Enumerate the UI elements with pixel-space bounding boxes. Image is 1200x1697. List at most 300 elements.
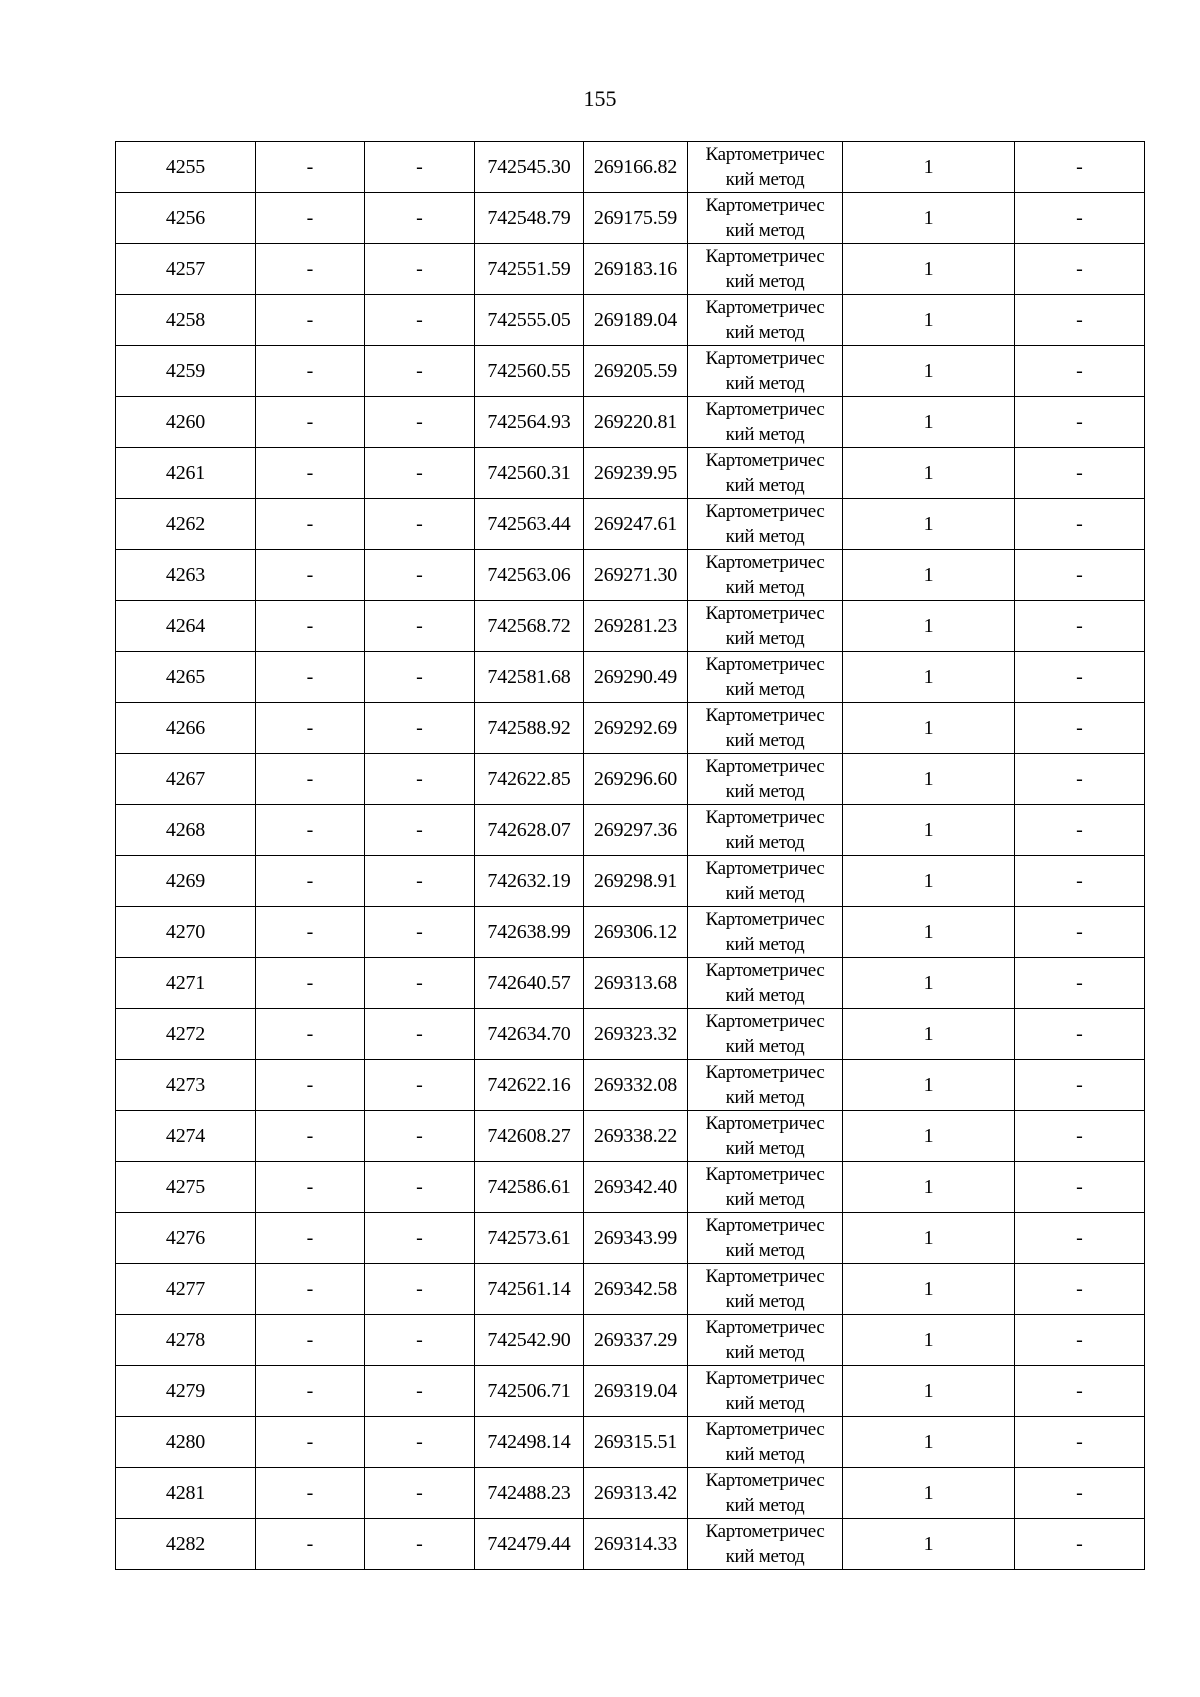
table-row xyxy=(116,1009,1145,1060)
table-row xyxy=(116,244,1145,295)
empty-dash-cell: - xyxy=(365,1213,475,1264)
accuracy-cell: 1 xyxy=(843,397,1015,448)
method-cell xyxy=(688,1213,843,1264)
y-coordinate-cell: 269290.49 xyxy=(584,652,688,703)
y-coordinate-cell: 269220.81 xyxy=(584,397,688,448)
table-row xyxy=(116,754,1145,805)
table-row xyxy=(116,499,1145,550)
y-coordinate-cell: 269281.23 xyxy=(584,601,688,652)
method-cell xyxy=(688,397,843,448)
y-coordinate-cell: 269189.04 xyxy=(584,295,688,346)
x-coordinate-cell: 742561.14 xyxy=(475,1264,584,1315)
y-coordinate-cell: 269338.22 xyxy=(584,1111,688,1162)
table-row xyxy=(116,550,1145,601)
method-cell xyxy=(688,193,843,244)
accuracy-cell: 1 xyxy=(843,652,1015,703)
method-line-1: Картометричес xyxy=(705,807,825,828)
x-coordinate-cell: 742588.92 xyxy=(475,703,584,754)
x-coordinate-cell: 742586.61 xyxy=(475,1162,584,1213)
method-line-1: Картометричес xyxy=(705,195,825,216)
x-coordinate-cell: 742640.57 xyxy=(475,958,584,1009)
empty-dash-cell: - xyxy=(256,244,365,295)
accuracy-cell: 1 xyxy=(843,142,1015,193)
x-coordinate-cell: 742545.30 xyxy=(475,142,584,193)
method-line-2: кий метод xyxy=(725,934,805,955)
empty-dash-cell: - xyxy=(1015,448,1145,499)
point-number-cell: 4269 xyxy=(116,856,256,907)
empty-dash-cell: - xyxy=(256,346,365,397)
empty-dash-cell: - xyxy=(365,805,475,856)
empty-dash-cell: - xyxy=(365,1366,475,1417)
empty-dash-cell: - xyxy=(365,1468,475,1519)
method-cell xyxy=(688,295,843,346)
x-coordinate-cell: 742506.71 xyxy=(475,1366,584,1417)
x-coordinate-cell: 742555.05 xyxy=(475,295,584,346)
x-coordinate-cell: 742560.31 xyxy=(475,448,584,499)
empty-dash-cell: - xyxy=(365,193,475,244)
point-number-cell: 4270 xyxy=(116,907,256,958)
table-row xyxy=(116,1366,1145,1417)
empty-dash-cell: - xyxy=(256,754,365,805)
method-cell xyxy=(688,652,843,703)
table-row xyxy=(116,1315,1145,1366)
method-line-2: кий метод xyxy=(725,730,805,751)
method-line-1: Картометричес xyxy=(705,450,825,471)
method-cell xyxy=(688,805,843,856)
empty-dash-cell: - xyxy=(1015,550,1145,601)
accuracy-cell: 1 xyxy=(843,1111,1015,1162)
point-number-cell: 4267 xyxy=(116,754,256,805)
method-line-1: Картометричес xyxy=(705,1419,825,1440)
accuracy-cell: 1 xyxy=(843,703,1015,754)
empty-dash-cell: - xyxy=(256,1060,365,1111)
table-row xyxy=(116,448,1145,499)
y-coordinate-cell: 269297.36 xyxy=(584,805,688,856)
accuracy-cell: 1 xyxy=(843,1162,1015,1213)
method-line-1: Картометричес xyxy=(705,1470,825,1491)
method-line-2: кий метод xyxy=(725,1087,805,1108)
x-coordinate-cell: 742632.19 xyxy=(475,856,584,907)
method-line-2: кий метод xyxy=(725,1393,805,1414)
y-coordinate-cell: 269313.42 xyxy=(584,1468,688,1519)
method-line-2: кий метод xyxy=(725,526,805,547)
method-cell xyxy=(688,1111,843,1162)
empty-dash-cell: - xyxy=(365,958,475,1009)
method-line-1: Картометричес xyxy=(705,756,825,777)
empty-dash-cell: - xyxy=(365,601,475,652)
x-coordinate-cell: 742608.27 xyxy=(475,1111,584,1162)
point-number-cell: 4276 xyxy=(116,1213,256,1264)
method-cell xyxy=(688,754,843,805)
coordinates-table xyxy=(115,141,1145,1570)
method-cell xyxy=(688,856,843,907)
method-cell xyxy=(688,1264,843,1315)
table-row xyxy=(116,1264,1145,1315)
method-line-1: Картометричес xyxy=(705,1215,825,1236)
method-line-2: кий метод xyxy=(725,781,805,802)
x-coordinate-cell: 742488.23 xyxy=(475,1468,584,1519)
method-line-2: кий метод xyxy=(725,475,805,496)
x-coordinate-cell: 742568.72 xyxy=(475,601,584,652)
empty-dash-cell: - xyxy=(1015,346,1145,397)
x-coordinate-cell: 742634.70 xyxy=(475,1009,584,1060)
x-coordinate-cell: 742622.16 xyxy=(475,1060,584,1111)
y-coordinate-cell: 269323.32 xyxy=(584,1009,688,1060)
table-row xyxy=(116,703,1145,754)
empty-dash-cell: - xyxy=(1015,1060,1145,1111)
empty-dash-cell: - xyxy=(1015,244,1145,295)
method-line-2: кий метод xyxy=(725,1240,805,1261)
method-line-1: Картометричес xyxy=(705,144,825,165)
y-coordinate-cell: 269342.58 xyxy=(584,1264,688,1315)
point-number-cell: 4281 xyxy=(116,1468,256,1519)
empty-dash-cell: - xyxy=(365,1264,475,1315)
table-row xyxy=(116,601,1145,652)
point-number-cell: 4264 xyxy=(116,601,256,652)
y-coordinate-cell: 269298.91 xyxy=(584,856,688,907)
empty-dash-cell: - xyxy=(1015,295,1145,346)
x-coordinate-cell: 742622.85 xyxy=(475,754,584,805)
point-number-cell: 4255 xyxy=(116,142,256,193)
x-coordinate-cell: 742542.90 xyxy=(475,1315,584,1366)
empty-dash-cell: - xyxy=(1015,193,1145,244)
table-row xyxy=(116,1213,1145,1264)
method-line-1: Картометричес xyxy=(705,501,825,522)
empty-dash-cell: - xyxy=(256,1264,365,1315)
method-line-2: кий метод xyxy=(725,832,805,853)
table-row xyxy=(116,1111,1145,1162)
y-coordinate-cell: 269166.82 xyxy=(584,142,688,193)
empty-dash-cell: - xyxy=(1015,499,1145,550)
point-number-cell: 4282 xyxy=(116,1519,256,1570)
method-cell xyxy=(688,1468,843,1519)
method-line-2: кий метод xyxy=(725,1138,805,1159)
point-number-cell: 4258 xyxy=(116,295,256,346)
y-coordinate-cell: 269296.60 xyxy=(584,754,688,805)
method-line-2: кий метод xyxy=(725,679,805,700)
empty-dash-cell: - xyxy=(1015,1315,1145,1366)
y-coordinate-cell: 269342.40 xyxy=(584,1162,688,1213)
empty-dash-cell: - xyxy=(1015,652,1145,703)
table-row xyxy=(116,1468,1145,1519)
method-cell xyxy=(688,448,843,499)
method-line-1: Картометричес xyxy=(705,1317,825,1338)
method-line-1: Картометричес xyxy=(705,603,825,624)
point-number-cell: 4272 xyxy=(116,1009,256,1060)
empty-dash-cell: - xyxy=(365,397,475,448)
accuracy-cell: 1 xyxy=(843,1009,1015,1060)
empty-dash-cell: - xyxy=(1015,1162,1145,1213)
point-number-cell: 4280 xyxy=(116,1417,256,1468)
empty-dash-cell: - xyxy=(365,244,475,295)
method-line-2: кий метод xyxy=(725,577,805,598)
empty-dash-cell: - xyxy=(365,295,475,346)
empty-dash-cell: - xyxy=(256,601,365,652)
accuracy-cell: 1 xyxy=(843,499,1015,550)
method-line-2: кий метод xyxy=(725,1189,805,1210)
method-line-2: кий метод xyxy=(725,373,805,394)
point-number-cell: 4265 xyxy=(116,652,256,703)
method-line-1: Картометричес xyxy=(705,960,825,981)
empty-dash-cell: - xyxy=(256,805,365,856)
table-body xyxy=(116,142,1145,1570)
table-row xyxy=(116,397,1145,448)
point-number-cell: 4268 xyxy=(116,805,256,856)
empty-dash-cell: - xyxy=(365,499,475,550)
empty-dash-cell: - xyxy=(365,448,475,499)
empty-dash-cell: - xyxy=(256,1162,365,1213)
method-line-2: кий метод xyxy=(725,1291,805,1312)
y-coordinate-cell: 269271.30 xyxy=(584,550,688,601)
empty-dash-cell: - xyxy=(1015,1213,1145,1264)
empty-dash-cell: - xyxy=(256,958,365,1009)
method-line-1: Картометричес xyxy=(705,552,825,573)
method-cell xyxy=(688,1162,843,1213)
point-number-cell: 4259 xyxy=(116,346,256,397)
y-coordinate-cell: 269292.69 xyxy=(584,703,688,754)
method-line-1: Картометричес xyxy=(705,1368,825,1389)
method-line-2: кий метод xyxy=(725,220,805,241)
method-line-1: Картометричес xyxy=(705,909,825,930)
point-number-cell: 4262 xyxy=(116,499,256,550)
table-row xyxy=(116,856,1145,907)
x-coordinate-cell: 742560.55 xyxy=(475,346,584,397)
method-cell xyxy=(688,1009,843,1060)
x-coordinate-cell: 742564.93 xyxy=(475,397,584,448)
method-line-1: Картометричес xyxy=(705,1011,825,1032)
empty-dash-cell: - xyxy=(365,652,475,703)
method-line-2: кий метод xyxy=(725,1495,805,1516)
y-coordinate-cell: 269175.59 xyxy=(584,193,688,244)
empty-dash-cell: - xyxy=(256,1366,365,1417)
method-line-2: кий метод xyxy=(725,985,805,1006)
x-coordinate-cell: 742573.61 xyxy=(475,1213,584,1264)
method-cell xyxy=(688,550,843,601)
method-line-1: Картометричес xyxy=(705,297,825,318)
point-number-cell: 4256 xyxy=(116,193,256,244)
y-coordinate-cell: 269306.12 xyxy=(584,907,688,958)
empty-dash-cell: - xyxy=(1015,1519,1145,1570)
empty-dash-cell: - xyxy=(365,550,475,601)
table-row xyxy=(116,1162,1145,1213)
method-line-2: кий метод xyxy=(725,628,805,649)
y-coordinate-cell: 269183.16 xyxy=(584,244,688,295)
empty-dash-cell: - xyxy=(256,1468,365,1519)
empty-dash-cell: - xyxy=(256,499,365,550)
empty-dash-cell: - xyxy=(1015,1264,1145,1315)
table-row xyxy=(116,142,1145,193)
table-row xyxy=(116,805,1145,856)
empty-dash-cell: - xyxy=(365,1111,475,1162)
method-line-2: кий метод xyxy=(725,883,805,904)
accuracy-cell: 1 xyxy=(843,1060,1015,1111)
empty-dash-cell: - xyxy=(1015,754,1145,805)
accuracy-cell: 1 xyxy=(843,907,1015,958)
empty-dash-cell: - xyxy=(256,703,365,754)
accuracy-cell: 1 xyxy=(843,193,1015,244)
empty-dash-cell: - xyxy=(1015,856,1145,907)
method-line-1: Картометричес xyxy=(705,399,825,420)
method-line-1: Картометричес xyxy=(705,1266,825,1287)
method-line-2: кий метод xyxy=(725,1342,805,1363)
table-row xyxy=(116,346,1145,397)
method-cell xyxy=(688,601,843,652)
table-row xyxy=(116,1417,1145,1468)
empty-dash-cell: - xyxy=(365,703,475,754)
empty-dash-cell: - xyxy=(365,1162,475,1213)
method-cell xyxy=(688,958,843,1009)
empty-dash-cell: - xyxy=(256,397,365,448)
point-number-cell: 4257 xyxy=(116,244,256,295)
empty-dash-cell: - xyxy=(1015,1366,1145,1417)
accuracy-cell: 1 xyxy=(843,1468,1015,1519)
method-line-1: Картометричес xyxy=(705,1113,825,1134)
point-number-cell: 4271 xyxy=(116,958,256,1009)
point-number-cell: 4277 xyxy=(116,1264,256,1315)
y-coordinate-cell: 269239.95 xyxy=(584,448,688,499)
empty-dash-cell: - xyxy=(365,754,475,805)
table-row xyxy=(116,958,1145,1009)
method-line-2: кий метод xyxy=(725,1444,805,1465)
method-cell xyxy=(688,499,843,550)
accuracy-cell: 1 xyxy=(843,448,1015,499)
method-cell xyxy=(688,1366,843,1417)
point-number-cell: 4279 xyxy=(116,1366,256,1417)
accuracy-cell: 1 xyxy=(843,1366,1015,1417)
empty-dash-cell: - xyxy=(256,1213,365,1264)
method-line-2: кий метод xyxy=(725,322,805,343)
y-coordinate-cell: 269332.08 xyxy=(584,1060,688,1111)
empty-dash-cell: - xyxy=(1015,703,1145,754)
method-cell xyxy=(688,907,843,958)
empty-dash-cell: - xyxy=(365,907,475,958)
empty-dash-cell: - xyxy=(1015,1009,1145,1060)
accuracy-cell: 1 xyxy=(843,244,1015,295)
y-coordinate-cell: 269313.68 xyxy=(584,958,688,1009)
table-row xyxy=(116,1060,1145,1111)
empty-dash-cell: - xyxy=(256,1009,365,1060)
point-number-cell: 4275 xyxy=(116,1162,256,1213)
y-coordinate-cell: 269315.51 xyxy=(584,1417,688,1468)
x-coordinate-cell: 742563.44 xyxy=(475,499,584,550)
point-number-cell: 4274 xyxy=(116,1111,256,1162)
method-line-1: Картометричес xyxy=(705,348,825,369)
empty-dash-cell: - xyxy=(365,142,475,193)
point-number-cell: 4266 xyxy=(116,703,256,754)
x-coordinate-cell: 742551.59 xyxy=(475,244,584,295)
table-row xyxy=(116,193,1145,244)
method-line-2: кий метод xyxy=(725,1036,805,1057)
empty-dash-cell: - xyxy=(256,1315,365,1366)
x-coordinate-cell: 742638.99 xyxy=(475,907,584,958)
method-line-1: Картометричес xyxy=(705,1164,825,1185)
empty-dash-cell: - xyxy=(365,1060,475,1111)
x-coordinate-cell: 742498.14 xyxy=(475,1417,584,1468)
method-line-1: Картометричес xyxy=(705,654,825,675)
method-line-1: Картометричес xyxy=(705,705,825,726)
empty-dash-cell: - xyxy=(1015,1111,1145,1162)
x-coordinate-cell: 742479.44 xyxy=(475,1519,584,1570)
x-coordinate-cell: 742563.06 xyxy=(475,550,584,601)
empty-dash-cell: - xyxy=(1015,1417,1145,1468)
point-number-cell: 4273 xyxy=(116,1060,256,1111)
method-line-1: Картометричес xyxy=(705,1521,825,1542)
y-coordinate-cell: 269247.61 xyxy=(584,499,688,550)
empty-dash-cell: - xyxy=(365,1417,475,1468)
accuracy-cell: 1 xyxy=(843,601,1015,652)
empty-dash-cell: - xyxy=(365,346,475,397)
empty-dash-cell: - xyxy=(256,907,365,958)
method-line-2: кий метод xyxy=(725,271,805,292)
empty-dash-cell: - xyxy=(256,856,365,907)
accuracy-cell: 1 xyxy=(843,1417,1015,1468)
table-row xyxy=(116,907,1145,958)
empty-dash-cell: - xyxy=(1015,805,1145,856)
accuracy-cell: 1 xyxy=(843,1264,1015,1315)
empty-dash-cell: - xyxy=(256,1519,365,1570)
accuracy-cell: 1 xyxy=(843,958,1015,1009)
empty-dash-cell: - xyxy=(1015,601,1145,652)
method-cell xyxy=(688,1060,843,1111)
empty-dash-cell: - xyxy=(1015,907,1145,958)
accuracy-cell: 1 xyxy=(843,754,1015,805)
x-coordinate-cell: 742581.68 xyxy=(475,652,584,703)
y-coordinate-cell: 269337.29 xyxy=(584,1315,688,1366)
y-coordinate-cell: 269205.59 xyxy=(584,346,688,397)
accuracy-cell: 1 xyxy=(843,346,1015,397)
method-line-2: кий метод xyxy=(725,169,805,190)
empty-dash-cell: - xyxy=(1015,142,1145,193)
empty-dash-cell: - xyxy=(256,1111,365,1162)
accuracy-cell: 1 xyxy=(843,1519,1015,1570)
empty-dash-cell: - xyxy=(256,193,365,244)
method-cell xyxy=(688,1519,843,1570)
y-coordinate-cell: 269343.99 xyxy=(584,1213,688,1264)
method-cell xyxy=(688,1417,843,1468)
accuracy-cell: 1 xyxy=(843,550,1015,601)
point-number-cell: 4263 xyxy=(116,550,256,601)
method-line-2: кий метод xyxy=(725,424,805,445)
empty-dash-cell: - xyxy=(256,142,365,193)
empty-dash-cell: - xyxy=(365,1009,475,1060)
accuracy-cell: 1 xyxy=(843,805,1015,856)
method-cell xyxy=(688,703,843,754)
empty-dash-cell: - xyxy=(256,448,365,499)
accuracy-cell: 1 xyxy=(843,856,1015,907)
method-cell xyxy=(688,142,843,193)
empty-dash-cell: - xyxy=(1015,397,1145,448)
y-coordinate-cell: 269319.04 xyxy=(584,1366,688,1417)
method-cell xyxy=(688,1315,843,1366)
method-cell xyxy=(688,244,843,295)
empty-dash-cell: - xyxy=(365,1519,475,1570)
method-line-2: кий метод xyxy=(725,1546,805,1567)
method-line-1: Картометричес xyxy=(705,1062,825,1083)
empty-dash-cell: - xyxy=(256,550,365,601)
method-line-1: Картометричес xyxy=(705,246,825,267)
accuracy-cell: 1 xyxy=(843,295,1015,346)
accuracy-cell: 1 xyxy=(843,1315,1015,1366)
empty-dash-cell: - xyxy=(1015,1468,1145,1519)
y-coordinate-cell: 269314.33 xyxy=(584,1519,688,1570)
page-number: 155 xyxy=(583,86,617,111)
empty-dash-cell: - xyxy=(1015,958,1145,1009)
empty-dash-cell: - xyxy=(365,1315,475,1366)
accuracy-cell: 1 xyxy=(843,1213,1015,1264)
method-line-1: Картометричес xyxy=(705,858,825,879)
table-row xyxy=(116,1519,1145,1570)
empty-dash-cell: - xyxy=(256,652,365,703)
